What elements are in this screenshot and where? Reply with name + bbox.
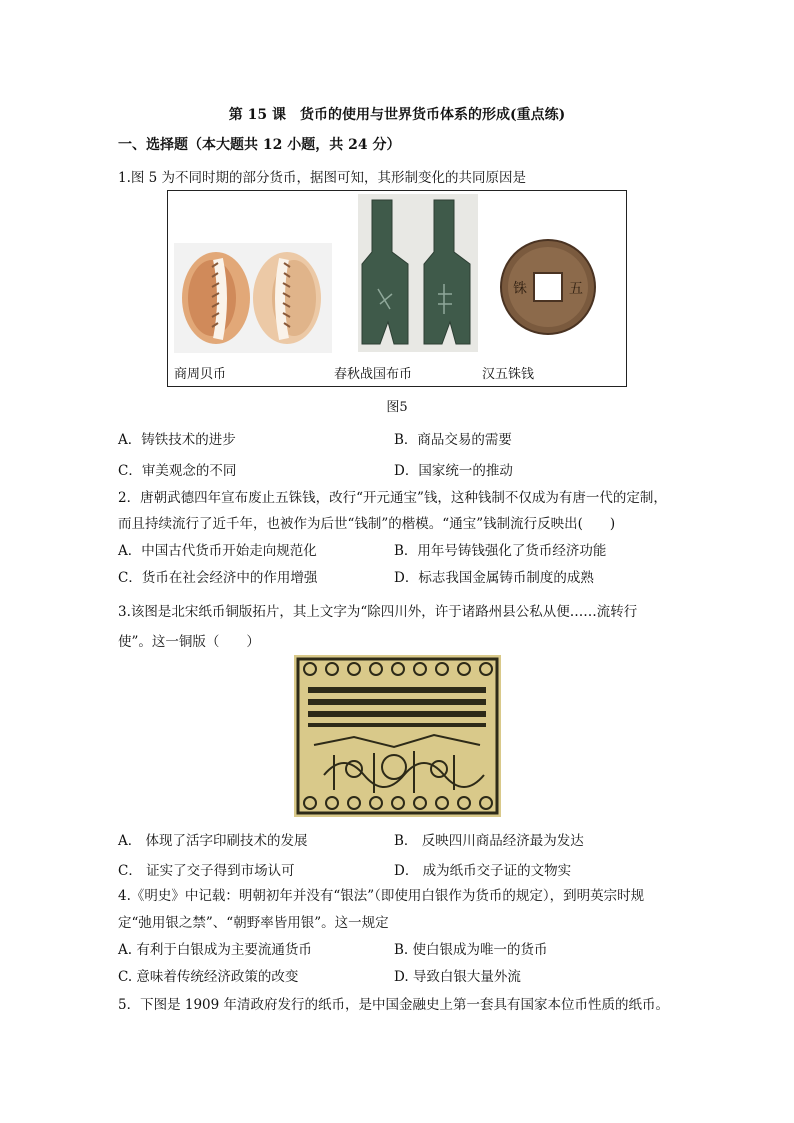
q5-stem: 5．下图是 1909 年清政府发行的纸币，是中国金融史上第一套具有国家本位币性质的纸币。 bbox=[118, 997, 670, 1013]
q2-stem-line1: 2．唐朝武德四年宣布废止五铢钱，改行“开元通宝”钱，这种钱制不仅成为有唐一代的定制， bbox=[118, 490, 667, 506]
section-heading: 一、选择题（本大题共 12 小题，共 24 分） bbox=[118, 137, 401, 153]
q1-option-d[interactable]: D．国家统一的推动 bbox=[394, 463, 513, 479]
q2-option-a[interactable]: A．中国古代货币开始走向规范化 bbox=[118, 543, 317, 559]
coin-char-zhu: 铢 bbox=[513, 281, 527, 297]
cowrie-shell-image bbox=[174, 243, 332, 353]
q3-option-b[interactable]: B． 反映四川商品经济最为发达 bbox=[394, 833, 584, 849]
q3-stem-line2: 使”。这一铜版（ ） bbox=[118, 634, 260, 650]
q4-option-a[interactable]: A. 有利于白银成为主要流通货币 bbox=[118, 942, 312, 958]
q3-option-d[interactable]: D． 成为纸币交子证的文物实 bbox=[394, 863, 572, 879]
q1-figure bbox=[167, 190, 627, 387]
q1-option-b[interactable]: B．商品交易的需要 bbox=[394, 432, 512, 448]
q1-option-a[interactable]: A．铸铁技术的进步 bbox=[118, 432, 236, 448]
caption-spade: 春秋战国布币 bbox=[334, 367, 413, 382]
figure-label: 图5 bbox=[386, 400, 408, 415]
q2-option-d[interactable]: D．标志我国金属铸币制度的成熟 bbox=[394, 570, 594, 586]
spade-coin-image bbox=[358, 194, 478, 352]
q4-option-c[interactable]: C. 意味着传统经济政策的改变 bbox=[118, 969, 299, 985]
q2-option-c[interactable]: C．货币在社会经济中的作用增强 bbox=[118, 570, 318, 586]
caption-cowrie: 商周贝币 bbox=[174, 367, 227, 382]
q1-option-c[interactable]: C．审美观念的不同 bbox=[118, 463, 237, 479]
wuzhu-coin-image bbox=[498, 237, 598, 337]
page-title: 第 15 课 货币的使用与世界货币体系的形成(重点练) bbox=[228, 107, 566, 123]
q4-stem-line1: 4.《明史》中记载：明朝初年并没有“银法”（即使用白银作为货币的规定），到明英宗时规 bbox=[118, 888, 645, 904]
q3-stem-line1: 3.该图是北宋纸币铜版拓片，其上文字为“除四川外，许于诸路州县公私从便……流转行 bbox=[118, 604, 638, 620]
jiaozi-copper-plate-image bbox=[294, 655, 501, 817]
q2-stem-line2: 而且持续流行了近千年，也被作为后世“钱制”的楷模。“通宝”钱制流行反映出( ) bbox=[118, 516, 616, 532]
q3-option-a[interactable]: A． 体现了活字印刷技术的发展 bbox=[118, 833, 308, 849]
q4-option-b[interactable]: B. 使白银成为唯一的货币 bbox=[394, 942, 548, 958]
q1-stem: 1.图 5 为不同时期的部分货币，据图可知，其形制变化的共同原因是 bbox=[118, 170, 527, 186]
q3-option-c[interactable]: C． 证实了交子得到市场认可 bbox=[118, 863, 295, 879]
q2-option-b[interactable]: B．用年号铸钱强化了货币经济功能 bbox=[394, 543, 607, 559]
caption-wuzhu: 汉五铢钱 bbox=[482, 367, 535, 382]
q4-stem-line2: 定“弛用银之禁”、“朝野率皆用银”。这一规定 bbox=[118, 915, 389, 931]
q4-option-d[interactable]: D. 导致白银大量外流 bbox=[394, 969, 521, 985]
coin-char-wu: 五 bbox=[569, 281, 583, 297]
